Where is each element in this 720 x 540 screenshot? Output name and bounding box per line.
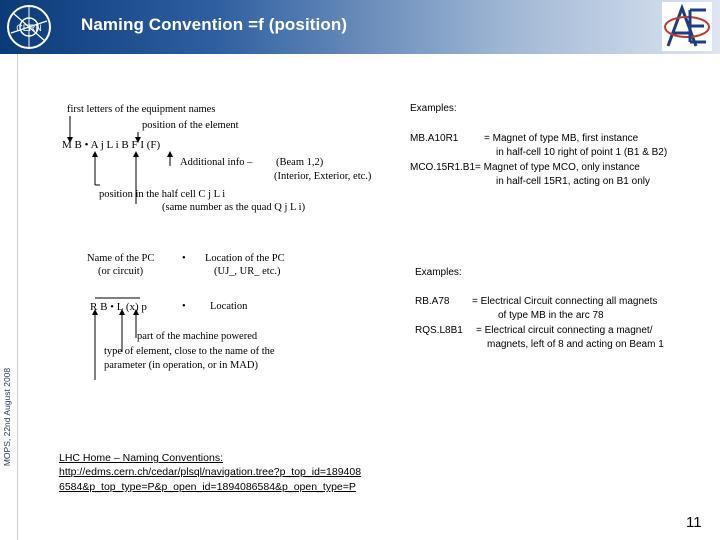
arrow-head — [167, 151, 173, 157]
label-parameter: parameter (in operation, or in MAD) — [104, 360, 258, 371]
label-additional-info: Additional info – — [180, 157, 253, 168]
label-position-element: position of the element — [142, 120, 239, 131]
example-code: RQS.L8B1 — [415, 325, 463, 336]
label-same-number: (same number as the quad Q j L i) — [162, 202, 306, 213]
example-desc: = Magnet of type MB, first instance — [484, 133, 639, 144]
example-code: MCO.15R1.B1 — [410, 162, 476, 173]
example-desc: of type MB in the arc 78 — [498, 310, 604, 321]
example-code: MB.A10R1 — [410, 133, 459, 144]
label-type-element: type of element, close to the name of the — [104, 346, 275, 357]
example-code: RB.A78 — [415, 296, 450, 307]
bullet: • — [182, 253, 186, 264]
link-url-line1[interactable]: http://edms.cern.ch/cedar/plsql/navigation.tree?p_top_id=189408 — [59, 466, 362, 478]
label-part-machine: part of the machine powered — [137, 331, 258, 342]
example-desc: = Electrical circuit connecting a magnet/ — [476, 325, 653, 336]
label-circuit: (or circuit) — [98, 266, 144, 277]
slide-title: Naming Convention =f (position) — [81, 15, 348, 34]
example-desc: in half-cell 10 right of point 1 (B1 & B2) — [496, 147, 668, 158]
formula-circuit: R B • L (x) p — [90, 301, 147, 313]
examples-heading: Examples: — [410, 103, 457, 114]
example-desc: = Electrical Circuit connecting all magnets — [472, 296, 658, 307]
label-name-pc: Name of the PC — [87, 253, 155, 264]
conference-date: MOPS, 22nd August 2008 — [2, 367, 12, 467]
label-beam: (Beam 1,2) — [276, 157, 324, 168]
label-uj: (UJ_, UR_ etc.) — [214, 266, 281, 277]
page-number: 11 — [686, 514, 702, 531]
examples-heading: Examples: — [415, 267, 462, 278]
example-desc: in half-cell 15R1, acting on B1 only — [496, 176, 650, 187]
example-desc: magnets, left of 8 and acting on Beam 1 — [487, 339, 664, 350]
link-title[interactable]: LHC Home – Naming Conventions: — [59, 452, 223, 464]
formula-equipment: M B • A j L i B F I (F) — [62, 139, 161, 151]
arrow-head — [133, 151, 139, 157]
label-location-pc: Location of the PC — [205, 253, 285, 264]
label-first-letters: first letters of the equipment names — [67, 104, 216, 115]
bullet: • — [182, 301, 186, 312]
example-desc: = Magnet of type MCO, only instance — [475, 162, 640, 173]
label-half-cell: position in the half cell C j L i — [99, 189, 226, 200]
label-location: Location — [210, 301, 248, 312]
cern-logo-text: CERN — [16, 23, 42, 33]
link-url-line2[interactable]: 6584&p_top_type=P&p_open_id=1894086584&p_open_type=P — [59, 481, 356, 493]
arrow-head — [92, 151, 98, 157]
label-interior: (Interior, Exterior, etc.) — [274, 171, 372, 182]
